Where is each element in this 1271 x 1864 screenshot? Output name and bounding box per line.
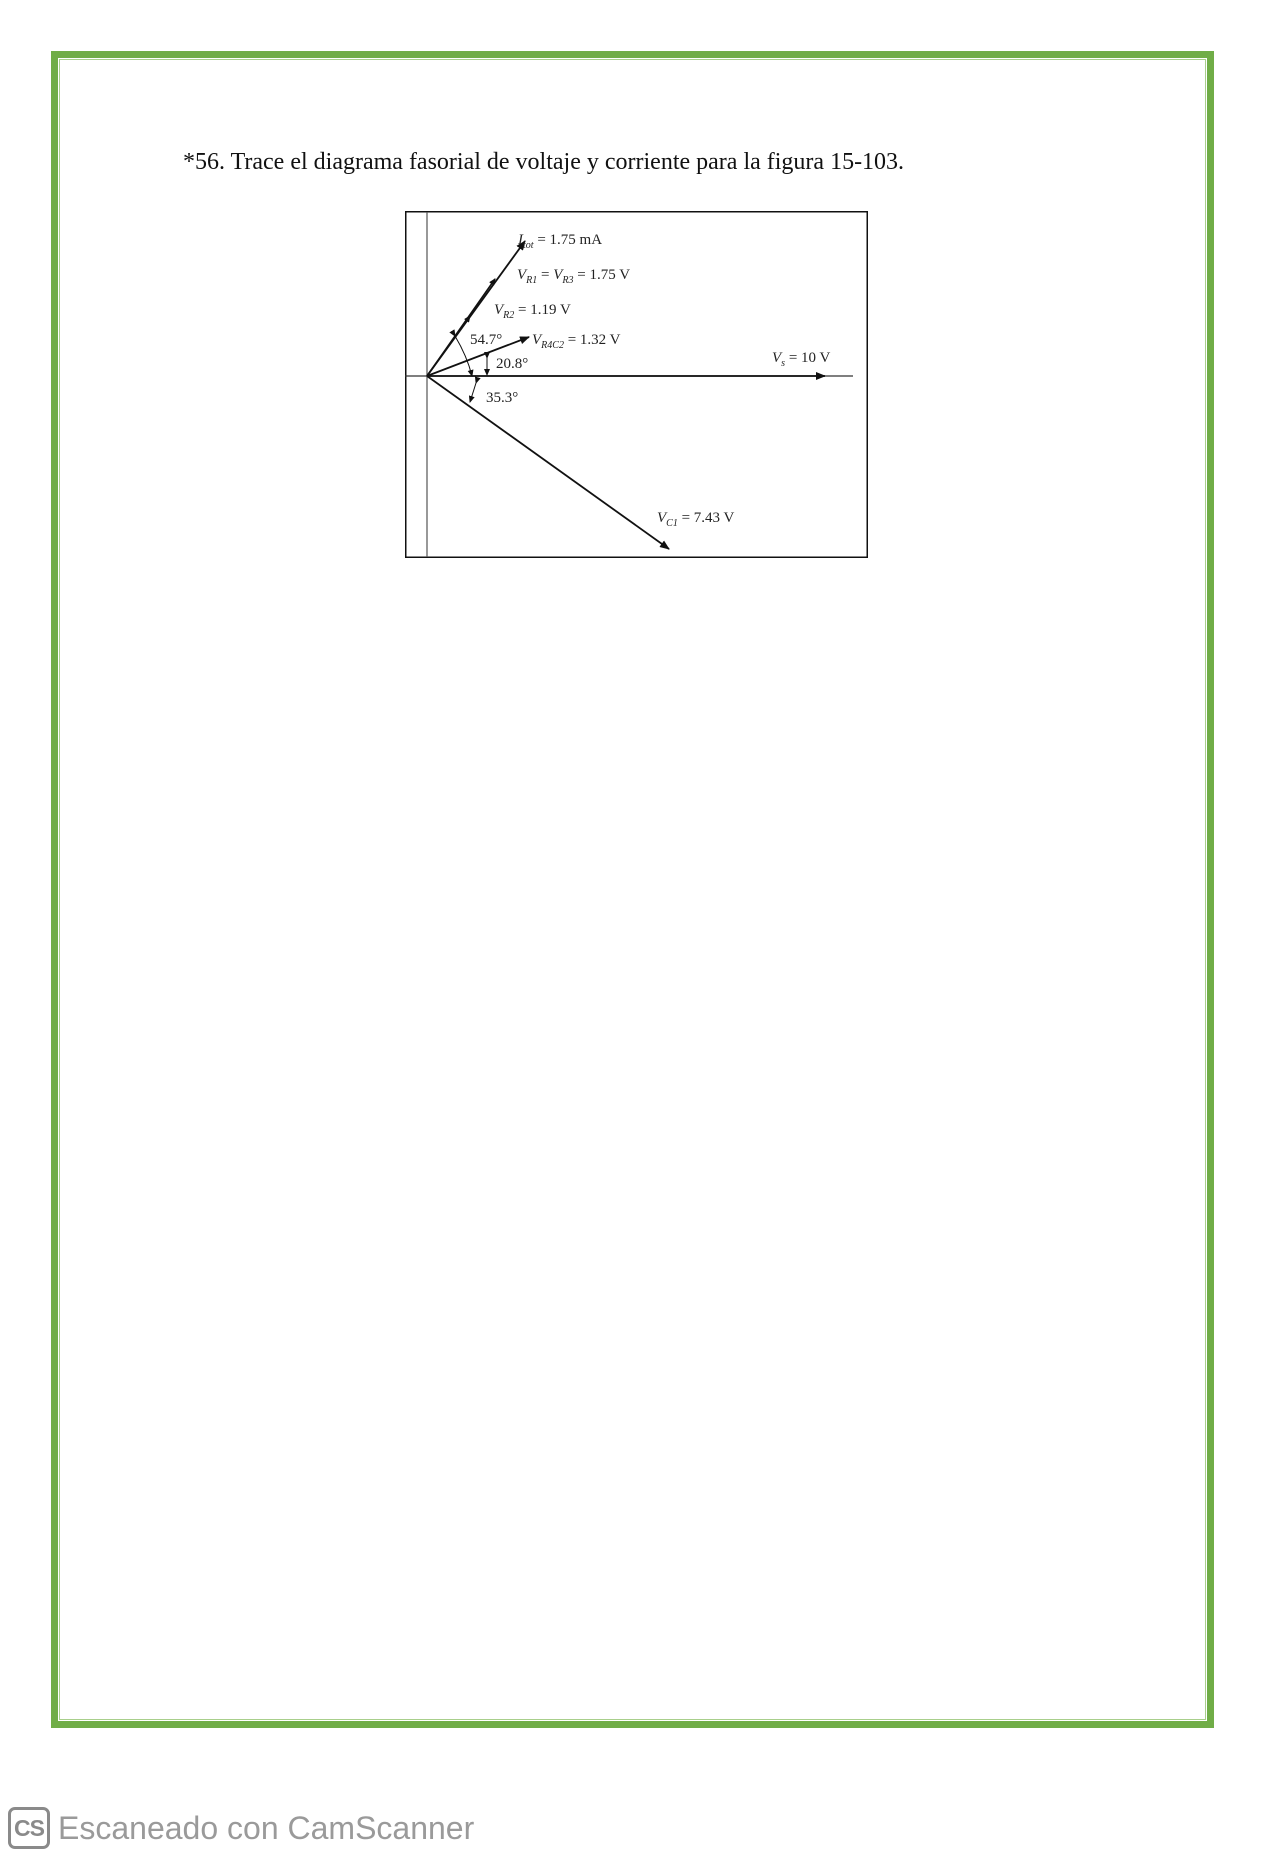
camscanner-logo-icon: CS [8, 1807, 50, 1849]
label-vs: $V_s = 10$ V [772, 350, 831, 369]
figure-frame [406, 212, 868, 558]
label-vr4c2: $V_{R4C2} = 1.32$ V [532, 332, 621, 351]
angle-label-54-7: 54.7° [470, 332, 503, 348]
label-vc1: $V_{C1} = 7.43$ V [657, 510, 735, 529]
angle-label-35-3: 35.3° [486, 390, 519, 406]
phasor-diagram [405, 211, 868, 558]
angle-label-20-8: 20.8° [496, 356, 529, 372]
label-vr2: $V_{R2} = 1.19$ V [494, 302, 571, 321]
label-itot: $I_{tot} = 1.75$ mA [518, 232, 603, 251]
problem-statement: *56. Trace el diagrama fasorial de voltaje y corriente para la figura 15-103. [183, 149, 905, 175]
phasor-diagram-figure [405, 211, 868, 558]
label-vr1-vr3: $V_{R1} = V_{R3} = 1.75$ V [517, 267, 631, 286]
watermark-text: Escaneado con CamScanner [58, 1809, 475, 1846]
camscanner-watermark [8, 1806, 474, 1850]
